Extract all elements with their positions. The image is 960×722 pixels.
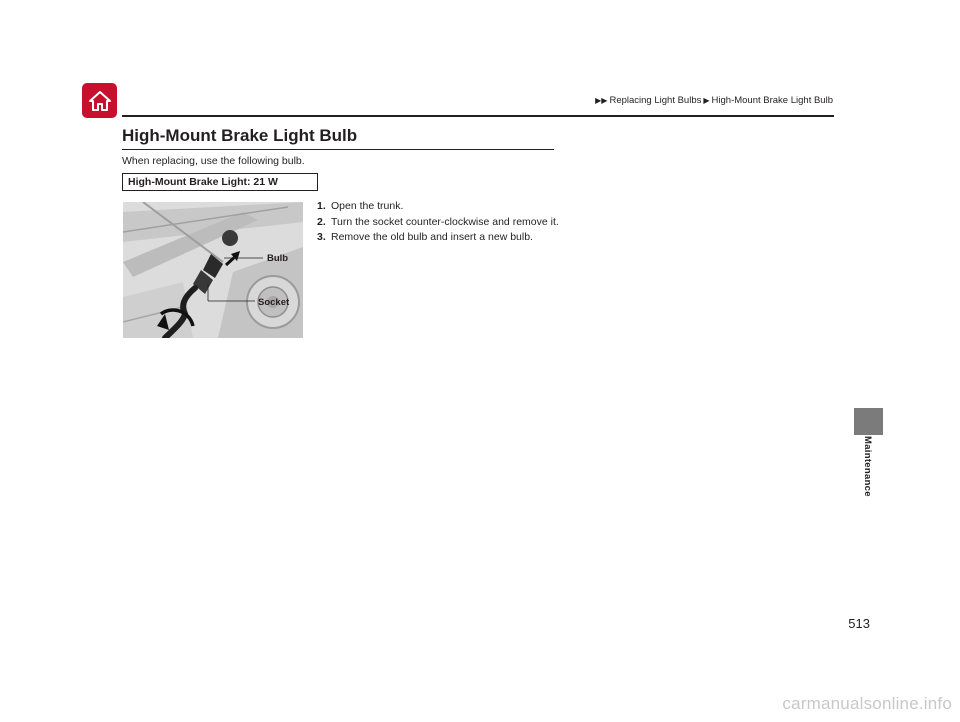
title-rule [122, 149, 554, 150]
bulb-callout-label: Bulb [267, 253, 289, 264]
step-item [317, 230, 571, 246]
step-text: Turn the socket counter-clockwise and remove it. [331, 215, 559, 228]
breadcrumb-arrow-icon: ▶▶ [595, 96, 608, 105]
home-icon [88, 90, 112, 112]
step-item [317, 199, 571, 215]
step-number: 1. [317, 200, 326, 212]
intro-text: When replacing, use the following bulb. [122, 155, 305, 167]
section-tab[interactable] [854, 408, 883, 435]
watermark: carmanualsonline.info [782, 694, 952, 713]
section-tab-label: Maintenance [862, 436, 873, 497]
home-button[interactable] [82, 83, 117, 118]
breadcrumb [595, 95, 833, 106]
breadcrumb-item[interactable]: High-Mount Brake Light Bulb [711, 95, 833, 106]
step-number: 2. [317, 215, 326, 228]
instruction-steps [317, 199, 571, 246]
socket-callout-label: Socket [258, 297, 290, 308]
page-title: High-Mount Brake Light Bulb [122, 126, 358, 145]
bulb-spec-box: High-Mount Brake Light: 21 W [122, 173, 318, 191]
step-number: 3. [317, 231, 326, 243]
header-rule [122, 115, 834, 117]
page-number: 513 [848, 616, 870, 631]
breadcrumb-item[interactable]: Replacing Light Bulbs [609, 95, 702, 106]
step-text: Open the trunk. [331, 200, 404, 212]
breadcrumb-arrow-icon: ▶ [703, 96, 710, 105]
brake-light-illustration [123, 202, 303, 338]
step-item [317, 215, 571, 231]
step-text: Remove the old bulb and insert a new bulb. [331, 231, 533, 243]
